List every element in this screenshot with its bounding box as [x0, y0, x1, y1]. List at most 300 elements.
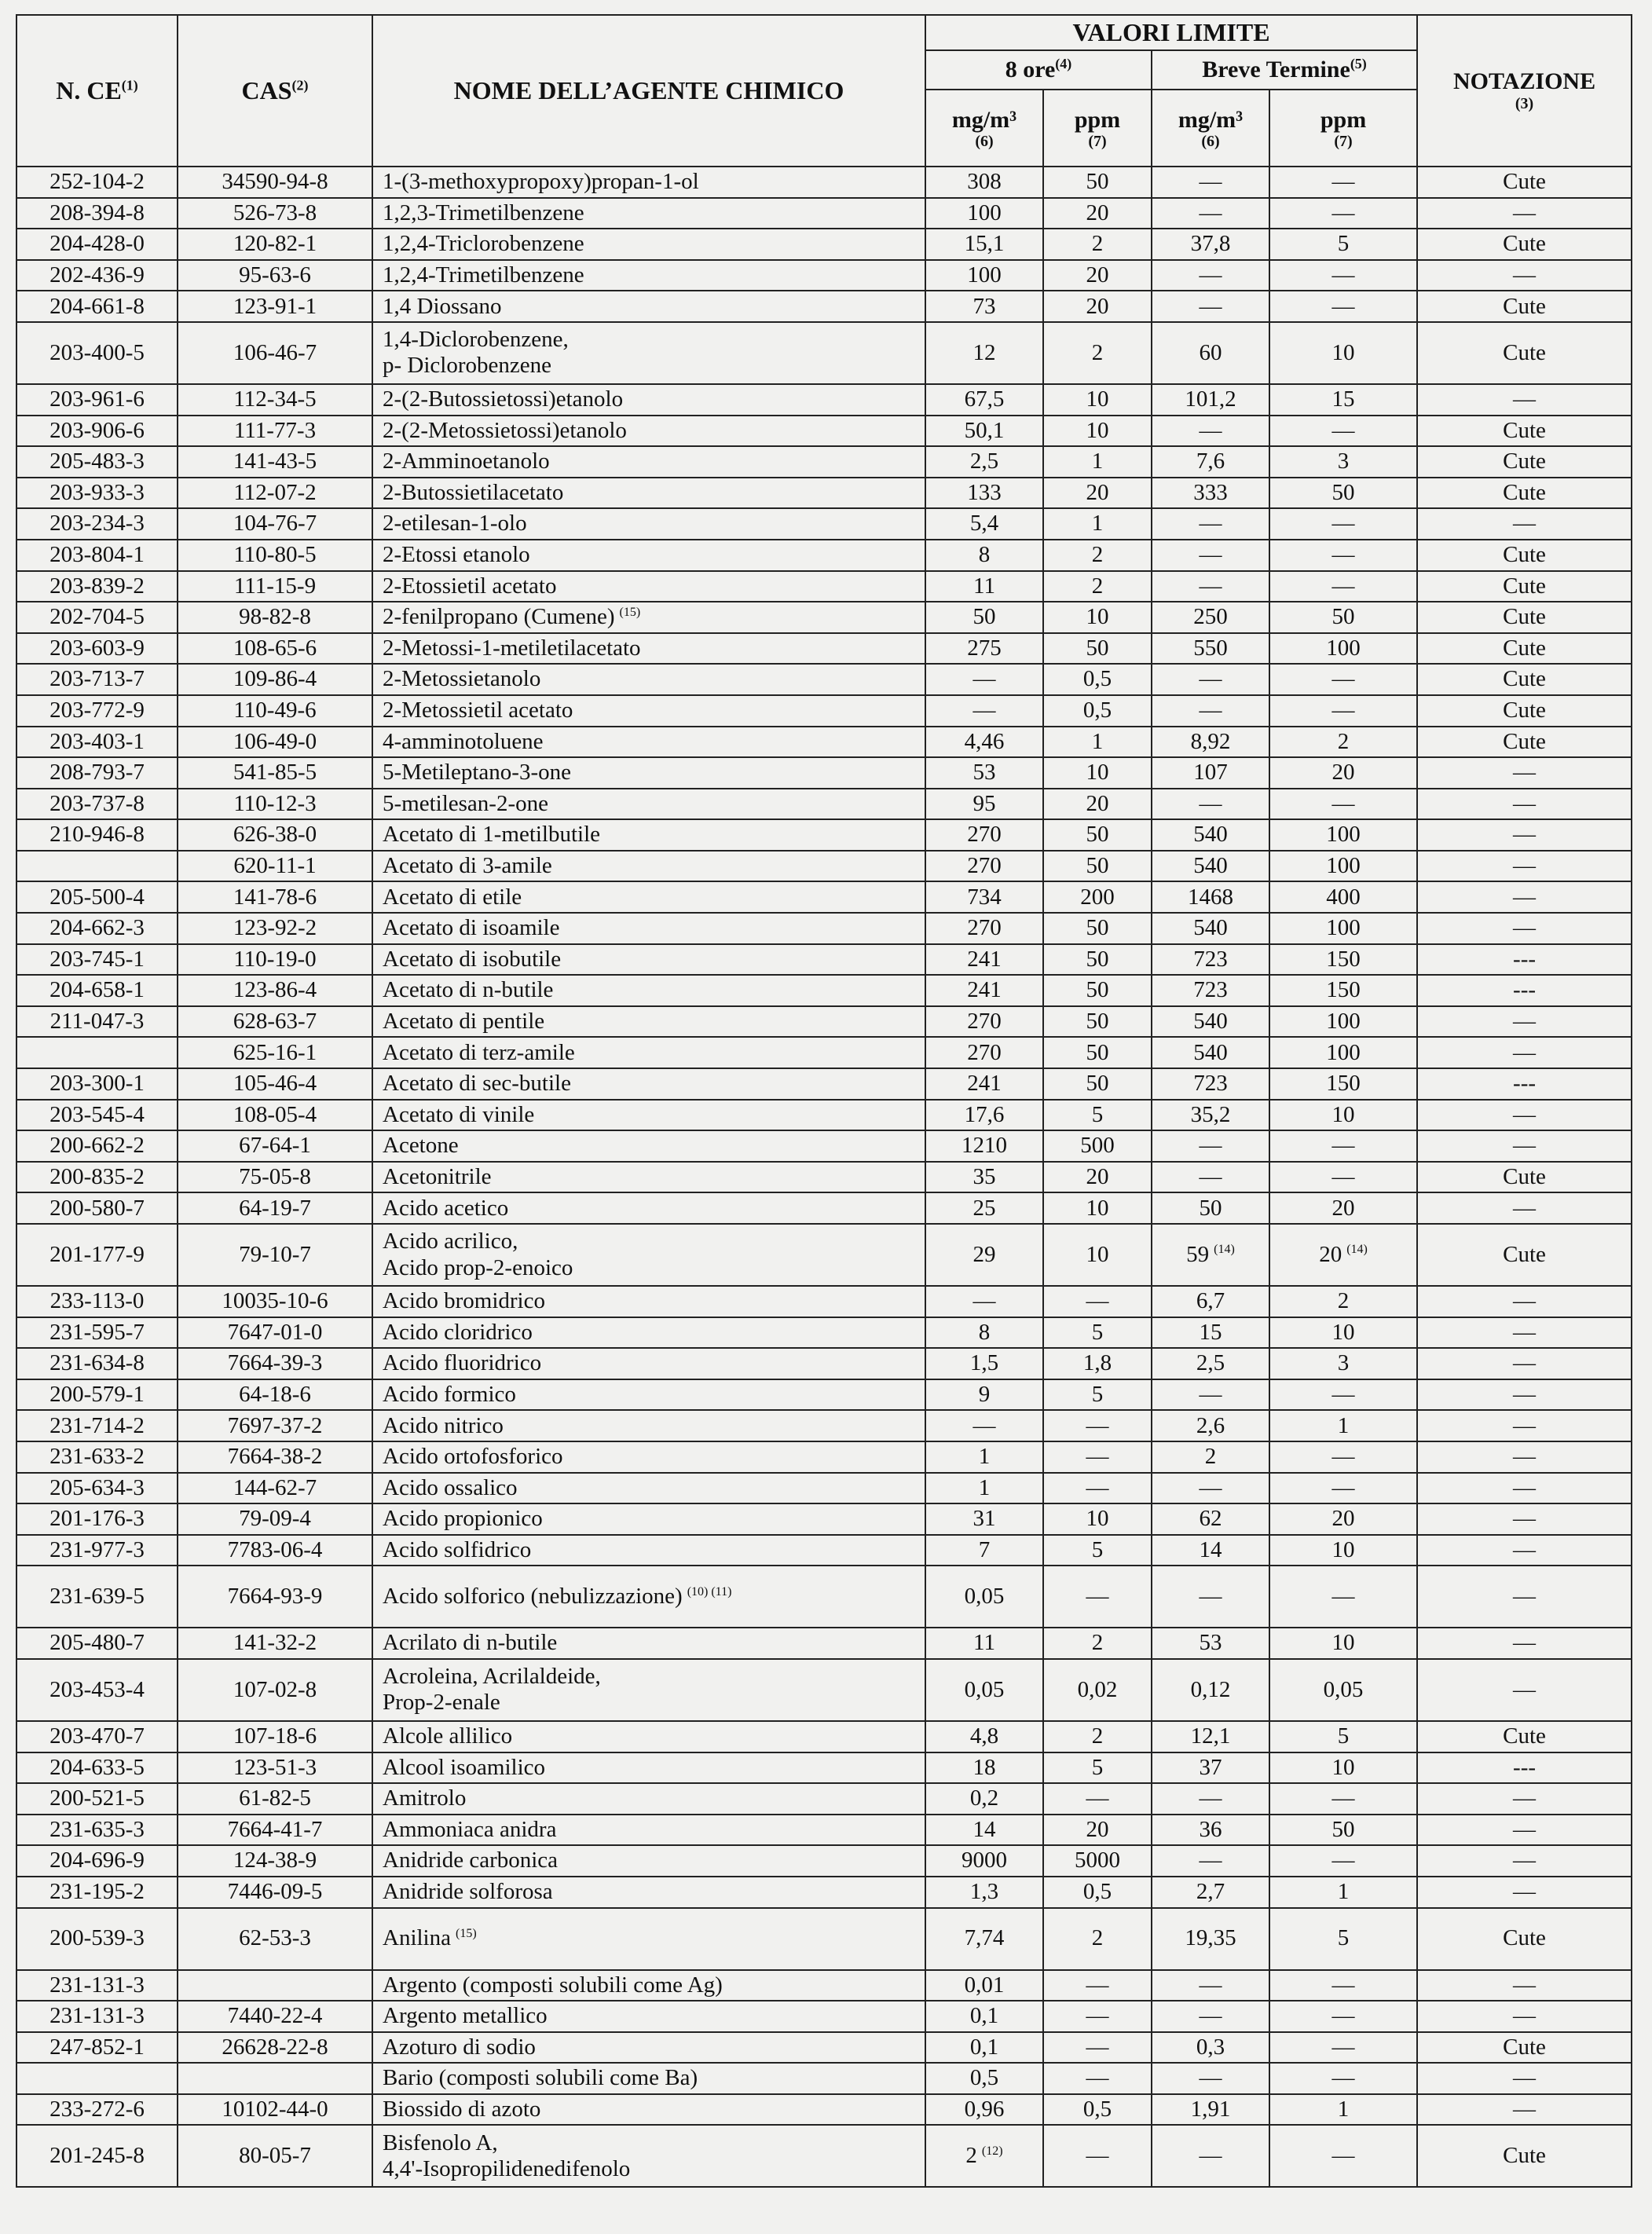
cell-ppm8: 2: [1043, 1908, 1152, 1970]
cell-agent-name: 5-metilesan-2-one: [372, 789, 925, 820]
cell-ppmbt: —: [1269, 540, 1417, 571]
cell-mg8: 270: [925, 1006, 1043, 1038]
cell-nce: [16, 851, 178, 882]
cell-ppm8: 10: [1043, 416, 1152, 447]
cell-nce: 205-483-3: [16, 446, 178, 478]
table-row: [16, 384, 1632, 416]
cell-mgbt: 540: [1152, 1037, 1269, 1068]
cell-nce: 200-539-3: [16, 1908, 178, 1970]
cell-mgbt: —: [1152, 1473, 1269, 1504]
table-row: [16, 1379, 1632, 1411]
cell-ppm8: 10: [1043, 1224, 1152, 1286]
cell-ppm8: —: [1043, 2001, 1152, 2032]
table-row: [16, 1068, 1632, 1100]
table-row: [16, 602, 1632, 633]
table-row: [16, 633, 1632, 665]
cell-ppmbt: —: [1269, 1845, 1417, 1877]
cell-cas: 104-76-7: [178, 508, 372, 540]
table-row: [16, 291, 1632, 322]
cell-mgbt: 53: [1152, 1628, 1269, 1659]
cell-note: Cute: [1417, 446, 1632, 478]
cell-note: Cute: [1417, 727, 1632, 758]
cell-mgbt: 50: [1152, 1192, 1269, 1224]
cell-ppm8: 20: [1043, 1815, 1152, 1846]
cell-note: Cute: [1417, 167, 1632, 198]
cell-cas: 75-05-8: [178, 1162, 372, 1193]
cell-mgbt: —: [1152, 695, 1269, 727]
cell-cas: 61-82-5: [178, 1783, 372, 1815]
cell-mgbt: 723: [1152, 975, 1269, 1006]
cell-cas: 26628-22-8: [178, 2032, 372, 2064]
cell-mgbt: 540: [1152, 851, 1269, 882]
cell-cas: 141-78-6: [178, 881, 372, 913]
cell-nce: 231-714-2: [16, 1410, 178, 1441]
cell-note: Cute: [1417, 1224, 1632, 1286]
header-cas: CAS$^{(2)}$: [178, 15, 372, 167]
cell-mg8: 241: [925, 975, 1043, 1006]
cell-mg8: 0,05: [925, 1659, 1043, 1721]
cell-ppm8: 2: [1043, 540, 1152, 571]
cell-ppmbt: 10: [1269, 1535, 1417, 1566]
cell-mgbt: —: [1152, 416, 1269, 447]
cell-ppmbt: —: [1269, 2125, 1417, 2187]
table-row: [16, 260, 1632, 291]
cell-cas: 10102-44-0: [178, 2094, 372, 2126]
cell-ppm8: 10: [1043, 602, 1152, 633]
cell-mg8: 133: [925, 478, 1043, 509]
cell-mgbt: 1468: [1152, 881, 1269, 913]
cell-nce: 247-852-1: [16, 2032, 178, 2064]
cell-ppmbt: 10: [1269, 1628, 1417, 1659]
cell-cas: 110-80-5: [178, 540, 372, 571]
cell-mgbt: 1,91: [1152, 2094, 1269, 2126]
cell-agent-name: 2-Amminoetanolo: [372, 446, 925, 478]
cell-nce: 203-804-1: [16, 540, 178, 571]
cell-ppm8: —: [1043, 1783, 1152, 1815]
cell-mgbt: 723: [1152, 1068, 1269, 1100]
cell-cas: 123-92-2: [178, 913, 372, 944]
cell-ppmbt: 3: [1269, 446, 1417, 478]
cell-mg8: 270: [925, 819, 1043, 851]
cell-ppm8: 50: [1043, 633, 1152, 665]
table-row: [16, 229, 1632, 260]
cell-nce: 204-696-9: [16, 1845, 178, 1877]
cell-ppmbt: 50: [1269, 1815, 1417, 1846]
cell-cas: 141-32-2: [178, 1628, 372, 1659]
cell-ppmbt: —: [1269, 508, 1417, 540]
cell-note: —: [1417, 508, 1632, 540]
table-row: [16, 1037, 1632, 1068]
cell-nce: 203-545-4: [16, 1100, 178, 1131]
cell-mgbt: —: [1152, 540, 1269, 571]
cell-ppm8: —: [1043, 1473, 1152, 1504]
table-row: [16, 1317, 1632, 1349]
cell-cas: 628-63-7: [178, 1006, 372, 1038]
cell-agent-name: Acetato di 3-amile: [372, 851, 925, 882]
cell-mg8: 270: [925, 913, 1043, 944]
cell-mg8: 0,01: [925, 1970, 1043, 2001]
cell-cas: 120-82-1: [178, 229, 372, 260]
cell-ppmbt: —: [1269, 571, 1417, 602]
cell-agent-name: Bario (composti solubili come Ba): [372, 2063, 925, 2094]
cell-cas: 79-10-7: [178, 1224, 372, 1286]
cell-note: Cute: [1417, 1162, 1632, 1193]
cell-cas: 110-49-6: [178, 695, 372, 727]
table-row: [16, 1100, 1632, 1131]
cell-nce: 203-933-3: [16, 478, 178, 509]
cell-ppm8: —: [1043, 1441, 1152, 1473]
table-row: [16, 1628, 1632, 1659]
cell-nce: 231-131-3: [16, 1970, 178, 2001]
table-row: [16, 2125, 1632, 2187]
header-notation: NOTAZIONE (3): [1417, 15, 1632, 167]
cell-mgbt: —: [1152, 291, 1269, 322]
cell-mgbt: 0,12: [1152, 1659, 1269, 1721]
cell-agent-name: 2-Metossietanolo: [372, 664, 925, 695]
cell-ppm8: 10: [1043, 384, 1152, 416]
cell-ppm8: 5: [1043, 1752, 1152, 1784]
table-row: [16, 1162, 1632, 1193]
cell-nce: 203-737-8: [16, 789, 178, 820]
cell-nce: 231-633-2: [16, 1441, 178, 1473]
cell-cas: 7664-39-3: [178, 1348, 372, 1379]
table-header: [16, 15, 1632, 167]
cell-cas: 625-16-1: [178, 1037, 372, 1068]
cell-mg8: 7: [925, 1535, 1043, 1566]
cell-ppmbt: —: [1269, 291, 1417, 322]
cell-note: —: [1417, 1006, 1632, 1038]
cell-cas: 7647-01-0: [178, 1317, 372, 1349]
cell-ppm8: 50: [1043, 819, 1152, 851]
table-row: [16, 1566, 1632, 1628]
cell-ppm8: 5: [1043, 1317, 1152, 1349]
cell-mgbt: 540: [1152, 819, 1269, 851]
cell-nce: 200-521-5: [16, 1783, 178, 1815]
table-row: [16, 571, 1632, 602]
cell-mg8: 29: [925, 1224, 1043, 1286]
cell-nce: 210-946-8: [16, 819, 178, 851]
cell-mg8: 1210: [925, 1130, 1043, 1162]
cell-cas: 7783-06-4: [178, 1535, 372, 1566]
cell-mg8: 5,4: [925, 508, 1043, 540]
cell-mg8: 270: [925, 1037, 1043, 1068]
cell-nce: 231-595-7: [16, 1317, 178, 1349]
cell-nce: 205-480-7: [16, 1628, 178, 1659]
cell-ppmbt: 400: [1269, 881, 1417, 913]
table-row: [16, 2094, 1632, 2126]
cell-cas: 106-49-0: [178, 727, 372, 758]
cell-agent-name: 1,4-Diclorobenzene, p- Diclorobenzene: [372, 322, 925, 384]
cell-ppm8: 20: [1043, 1162, 1152, 1193]
cell-ppm8: 5000: [1043, 1845, 1152, 1877]
cell-mg8: 15,1: [925, 229, 1043, 260]
cell-ppm8: 200: [1043, 881, 1152, 913]
cell-note: Cute: [1417, 1721, 1632, 1752]
cell-mg8: 8: [925, 1317, 1043, 1349]
cell-agent-name: 2-Etossietil acetato: [372, 571, 925, 602]
cell-ppm8: —: [1043, 1410, 1152, 1441]
cell-agent-name: Acetato di etile: [372, 881, 925, 913]
cell-ppm8: 1,8: [1043, 1348, 1152, 1379]
cell-ppmbt: 50: [1269, 602, 1417, 633]
cell-note: Cute: [1417, 695, 1632, 727]
cell-note: —: [1417, 1379, 1632, 1411]
cell-mg8: 270: [925, 851, 1043, 882]
cell-note: —: [1417, 2001, 1632, 2032]
cell-mgbt: 2,5: [1152, 1348, 1269, 1379]
table-row: [16, 1783, 1632, 1815]
cell-note: Cute: [1417, 291, 1632, 322]
cell-mgbt: —: [1152, 2125, 1269, 2187]
cell-mg8: 0,1: [925, 2032, 1043, 2064]
cell-ppm8: 5: [1043, 1535, 1152, 1566]
cell-cas: 98-82-8: [178, 602, 372, 633]
cell-mg8: 100: [925, 198, 1043, 229]
cell-mgbt: 2: [1152, 1441, 1269, 1473]
cell-ppmbt: 20 $^{(14)}$: [1269, 1224, 1417, 1286]
cell-note: —: [1417, 757, 1632, 789]
cell-mg8: 241: [925, 944, 1043, 976]
cell-nce: 231-195-2: [16, 1877, 178, 1908]
cell-nce: 231-639-5: [16, 1566, 178, 1628]
cell-note: Cute: [1417, 602, 1632, 633]
cell-agent-name: Acido acrilico, Acido prop-2-enoico: [372, 1224, 925, 1286]
cell-mgbt: —: [1152, 2001, 1269, 2032]
cell-cas: 7664-38-2: [178, 1441, 372, 1473]
cell-cas: 626-38-0: [178, 819, 372, 851]
cell-mg8: 25: [925, 1192, 1043, 1224]
cell-mg8: 7,74: [925, 1908, 1043, 1970]
cell-note: Cute: [1417, 664, 1632, 695]
cell-ppm8: 10: [1043, 757, 1152, 789]
cell-agent-name: 2-Metossietil acetato: [372, 695, 925, 727]
cell-mgbt: 2,7: [1152, 1877, 1269, 1908]
cell-cas: 10035-10-6: [178, 1286, 372, 1317]
cell-agent-name: Acido solforico (nebulizzazione) $^{(10) (11)}$: [372, 1566, 925, 1628]
header-bt-ppm: ppm (7): [1269, 90, 1417, 167]
cell-mg8: 0,2: [925, 1783, 1043, 1815]
cell-ppmbt: 20: [1269, 1192, 1417, 1224]
cell-mg8: 275: [925, 633, 1043, 665]
table-row: [16, 1286, 1632, 1317]
cell-mg8: 100: [925, 260, 1043, 291]
cell-cas: 112-34-5: [178, 384, 372, 416]
cell-nce: 203-745-1: [16, 944, 178, 976]
cell-ppm8: 20: [1043, 478, 1152, 509]
cell-note: Cute: [1417, 2032, 1632, 2064]
cell-mgbt: —: [1152, 2063, 1269, 2094]
cell-mg8: 0,1: [925, 2001, 1043, 2032]
cell-ppmbt: —: [1269, 789, 1417, 820]
cell-agent-name: Acetato di isoamile: [372, 913, 925, 944]
cell-nce: 203-403-1: [16, 727, 178, 758]
cell-ppm8: 10: [1043, 1503, 1152, 1535]
cell-agent-name: Acido ossalico: [372, 1473, 925, 1504]
cell-mg8: 53: [925, 757, 1043, 789]
cell-ppm8: 20: [1043, 260, 1152, 291]
cell-nce: 202-704-5: [16, 602, 178, 633]
cell-agent-name: Ammoniaca anidra: [372, 1815, 925, 1846]
cell-mg8: 73: [925, 291, 1043, 322]
cell-agent-name: 1-(3-methoxypropoxy)propan-1-ol: [372, 167, 925, 198]
cell-mg8: 2 $^{(12)}$: [925, 2125, 1043, 2187]
table-row: [16, 478, 1632, 509]
table-row: [16, 1752, 1632, 1784]
cell-note: —: [1417, 789, 1632, 820]
cell-ppmbt: 0,05: [1269, 1659, 1417, 1721]
cell-mgbt: 12,1: [1152, 1721, 1269, 1752]
cell-agent-name: Acido acetico: [372, 1192, 925, 1224]
cell-nce: [16, 2063, 178, 2094]
cell-mgbt: 250: [1152, 602, 1269, 633]
cell-note: —: [1417, 1410, 1632, 1441]
cell-ppmbt: 5: [1269, 229, 1417, 260]
cell-cas: 67-64-1: [178, 1130, 372, 1162]
cell-cas: 106-46-7: [178, 322, 372, 384]
cell-ppmbt: —: [1269, 198, 1417, 229]
table-row: [16, 1845, 1632, 1877]
cell-mgbt: 7,6: [1152, 446, 1269, 478]
table-row: [16, 789, 1632, 820]
cell-ppmbt: —: [1269, 260, 1417, 291]
cell-ppm8: 50: [1043, 913, 1152, 944]
table-row: [16, 1130, 1632, 1162]
cell-cas: 80-05-7: [178, 2125, 372, 2187]
cell-mgbt: —: [1152, 1970, 1269, 2001]
cell-ppm8: 50: [1043, 944, 1152, 976]
cell-mg8: 50,1: [925, 416, 1043, 447]
cell-mg8: 11: [925, 1628, 1043, 1659]
cell-ppm8: —: [1043, 1566, 1152, 1628]
cell-mgbt: —: [1152, 167, 1269, 198]
cell-mg8: 241: [925, 1068, 1043, 1100]
cell-note: —: [1417, 1503, 1632, 1535]
cell-nce: 203-839-2: [16, 571, 178, 602]
cell-cas: 79-09-4: [178, 1503, 372, 1535]
cell-note: —: [1417, 2063, 1632, 2094]
cell-agent-name: 2-(2-Metossietossi)etanolo: [372, 416, 925, 447]
cell-mgbt: —: [1152, 789, 1269, 820]
cell-mgbt: 59 $^{(14)}$: [1152, 1224, 1269, 1286]
cell-mg8: 18: [925, 1752, 1043, 1784]
table-row: [16, 1970, 1632, 2001]
cell-mgbt: —: [1152, 508, 1269, 540]
header-bt-mg: mg/m³ (6): [1152, 90, 1269, 167]
cell-agent-name: Azoturo di sodio: [372, 2032, 925, 2064]
cell-nce: 203-713-7: [16, 664, 178, 695]
cell-cas: 105-46-4: [178, 1068, 372, 1100]
cell-mg8: 8: [925, 540, 1043, 571]
cell-cas: 64-18-6: [178, 1379, 372, 1411]
cell-ppm8: 50: [1043, 1037, 1152, 1068]
header-limit-values: VALORI LIMITE: [925, 15, 1417, 50]
cell-nce: 233-272-6: [16, 2094, 178, 2126]
cell-agent-name: Acetato di pentile: [372, 1006, 925, 1038]
cell-agent-name: 2-etilesan-1-olo: [372, 508, 925, 540]
cell-mgbt: 19,35: [1152, 1908, 1269, 1970]
cell-cas: 7440-22-4: [178, 2001, 372, 2032]
cell-nce: 200-579-1: [16, 1379, 178, 1411]
table-row: [16, 819, 1632, 851]
cell-note: ---: [1417, 944, 1632, 976]
cell-mg8: 9000: [925, 1845, 1043, 1877]
cell-cas: 34590-94-8: [178, 167, 372, 198]
cell-note: —: [1417, 1286, 1632, 1317]
cell-nce: 201-176-3: [16, 1503, 178, 1535]
table-row: [16, 851, 1632, 882]
cell-nce: 205-634-3: [16, 1473, 178, 1504]
table-row: [16, 1410, 1632, 1441]
cell-cas: 123-91-1: [178, 291, 372, 322]
cell-note: —: [1417, 1535, 1632, 1566]
cell-note: —: [1417, 1815, 1632, 1846]
cell-mgbt: 37: [1152, 1752, 1269, 1784]
cell-mg8: 1: [925, 1473, 1043, 1504]
cell-mg8: 11: [925, 571, 1043, 602]
cell-mg8: 1: [925, 1441, 1043, 1473]
header-nce: N. CE$^{(1)}$: [16, 15, 178, 167]
cell-mg8: —: [925, 695, 1043, 727]
table-row: [16, 1908, 1632, 1970]
cell-ppmbt: —: [1269, 2032, 1417, 2064]
cell-mg8: 14: [925, 1815, 1043, 1846]
cell-cas: 144-62-7: [178, 1473, 372, 1504]
cell-nce: 233-113-0: [16, 1286, 178, 1317]
cell-note: —: [1417, 1037, 1632, 1068]
cell-cas: 62-53-3: [178, 1908, 372, 1970]
cell-agent-name: Alcool isoamilico: [372, 1752, 925, 1784]
cell-ppmbt: 20: [1269, 1503, 1417, 1535]
cell-cas: 123-51-3: [178, 1752, 372, 1784]
table-row: [16, 540, 1632, 571]
cell-nce: 204-662-3: [16, 913, 178, 944]
cell-ppm8: 5: [1043, 1100, 1152, 1131]
cell-cas: 123-86-4: [178, 975, 372, 1006]
cell-mgbt: 37,8: [1152, 229, 1269, 260]
table-row: [16, 1877, 1632, 1908]
cell-ppmbt: 5: [1269, 1908, 1417, 1970]
cell-agent-name: 5-Metileptano-3-one: [372, 757, 925, 789]
table-body: [16, 167, 1632, 2187]
cell-ppm8: 2: [1043, 322, 1152, 384]
cell-nce: 231-635-3: [16, 1815, 178, 1846]
cell-agent-name: Acido bromidrico: [372, 1286, 925, 1317]
cell-cas: [178, 2063, 372, 2094]
cell-ppmbt: 150: [1269, 975, 1417, 1006]
cell-mg8: 67,5: [925, 384, 1043, 416]
table-row: [16, 1503, 1632, 1535]
cell-agent-name: 2-fenilpropano (Cumene) $^{(15)}$: [372, 602, 925, 633]
cell-ppmbt: 3: [1269, 1348, 1417, 1379]
table-row: [16, 1348, 1632, 1379]
cell-mgbt: 2,6: [1152, 1410, 1269, 1441]
cell-mgbt: 62: [1152, 1503, 1269, 1535]
header-short-term: Breve Termine$^{(5)}$: [1152, 50, 1417, 90]
cell-agent-name: 2-(2-Butossietossi)etanolo: [372, 384, 925, 416]
cell-ppmbt: 100: [1269, 913, 1417, 944]
cell-mg8: 4,8: [925, 1721, 1043, 1752]
cell-cas: 111-77-3: [178, 416, 372, 447]
cell-ppmbt: 1: [1269, 1877, 1417, 1908]
table-row: [16, 322, 1632, 384]
cell-mgbt: —: [1152, 1566, 1269, 1628]
cell-mgbt: 107: [1152, 757, 1269, 789]
table-row: [16, 757, 1632, 789]
cell-ppmbt: 15: [1269, 384, 1417, 416]
cell-mgbt: —: [1152, 1845, 1269, 1877]
table-row: [16, 1441, 1632, 1473]
cell-nce: 202-436-9: [16, 260, 178, 291]
